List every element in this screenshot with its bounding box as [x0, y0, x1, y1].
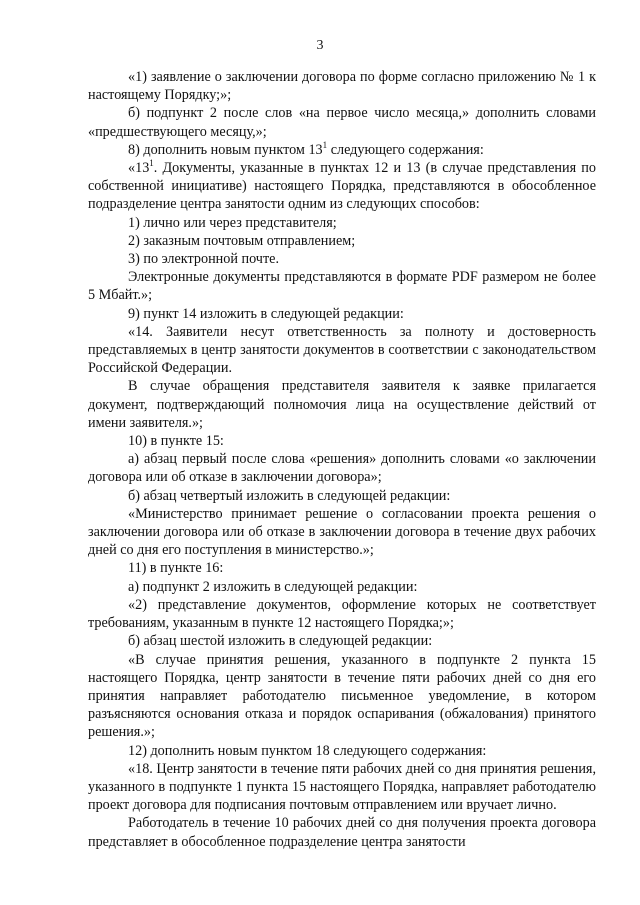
- paragraph: б) абзац четвертый изложить в следующей редакции:: [128, 487, 451, 504]
- paragraph: 12) дополнить новым пунктом 18 следующего содержания:: [128, 742, 487, 759]
- paragraph: [88, 141, 596, 159]
- page-number: 3: [316, 38, 324, 53]
- paragraph: а) подпункт 2 изложить в следующей редакции:: [128, 578, 418, 595]
- paragraph: б) абзац шестой изложить в следующей редакции:: [128, 633, 433, 650]
- superscript: 1: [149, 158, 154, 169]
- document-body: [88, 68, 596, 851]
- paragraph: а) абзац первый после слова «решения» дополнить словами «о заключении договора или об отказе в заключении договора»;: [88, 451, 596, 486]
- paragraph: [88, 159, 596, 214]
- paragraph: 9) пункт 14 изложить в следующей редакции:: [128, 305, 404, 322]
- paragraph: 2) заказным почтовым отправлением;: [128, 232, 356, 249]
- paragraph: 3) по электронной почте.: [128, 251, 279, 268]
- paragraph: «14. Заявители несут ответственность за полноту и достоверность представляемых в центр занятости документов в соответствии с законодательством Российской Федерации.: [88, 323, 596, 377]
- paragraph: «1) заявление о заключении договора по форме согласно приложению № 1 к настоящему Порядку;»;: [88, 69, 596, 104]
- paragraph: 1) лично или через представителя;: [128, 214, 337, 231]
- paragraph: б) подпункт 2 после слов «на первое число месяца,» дополнить словами «предшествующего месяцу,»;: [88, 105, 596, 140]
- paragraph-text: «13: [128, 160, 150, 177]
- paragraph: Электронные документы представляются в формате PDF размером не более 5 Мбайт.»;: [88, 269, 596, 304]
- paragraph-text: 8) дополнить новым пунктом 13: [128, 141, 323, 158]
- superscript: 1: [322, 139, 328, 150]
- paragraph: В случае обращения представителя заявителя к заявке прилагается документ, подтверждающий полномочия лица на осуществление действий от имени заявителя.»;: [88, 378, 596, 431]
- paragraph: «Министерство принимает решение о согласовании проекта решения о заключении договора или об отказе в заключении договора в течение двух рабочих дней со дня его поступления в министерство.»;: [88, 505, 596, 559]
- paragraph: «2) представление документов, оформление которых не соответствует требованиям, указанным в пункте 12 настоящего Порядка;»;: [88, 596, 596, 632]
- paragraph: 10) в пункте 15:: [128, 433, 224, 450]
- paragraph: Работодатель в течение 10 рабочих дней со дня получения проекта договора представляет в обособленное подразделение центра занятости: [88, 815, 596, 850]
- paragraph: «18. Центр занятости в течение пяти рабочих дней со дня принятия решения, указанного в подпункте 1 пункта 15 настоящего Порядка, направляет работодателю проект договора для подписания почтовым отправлением или вручает лично.: [88, 760, 596, 814]
- paragraph-text: следующего содержания:: [327, 141, 484, 158]
- paragraph: «В случае принятия решения, указанного в подпункте 2 пункта 15 настоящего Порядка, центр занятости в течение пяти рабочих дней со дня его принятия направляет работодателю письменное уведомление, в котором разъясняются основания отказа и порядок оспаривания (обжалования) принятого решения.»;: [88, 651, 596, 741]
- paragraph: 11) в пункте 16:: [128, 560, 224, 577]
- paragraph-text: . Документы, указанные в пунктах 12 и 13 (в случае представления по собственной инициативе) настоящего Порядка, представляются в обособленное подразделение центра занятости одним из следующих способов:: [88, 160, 596, 213]
